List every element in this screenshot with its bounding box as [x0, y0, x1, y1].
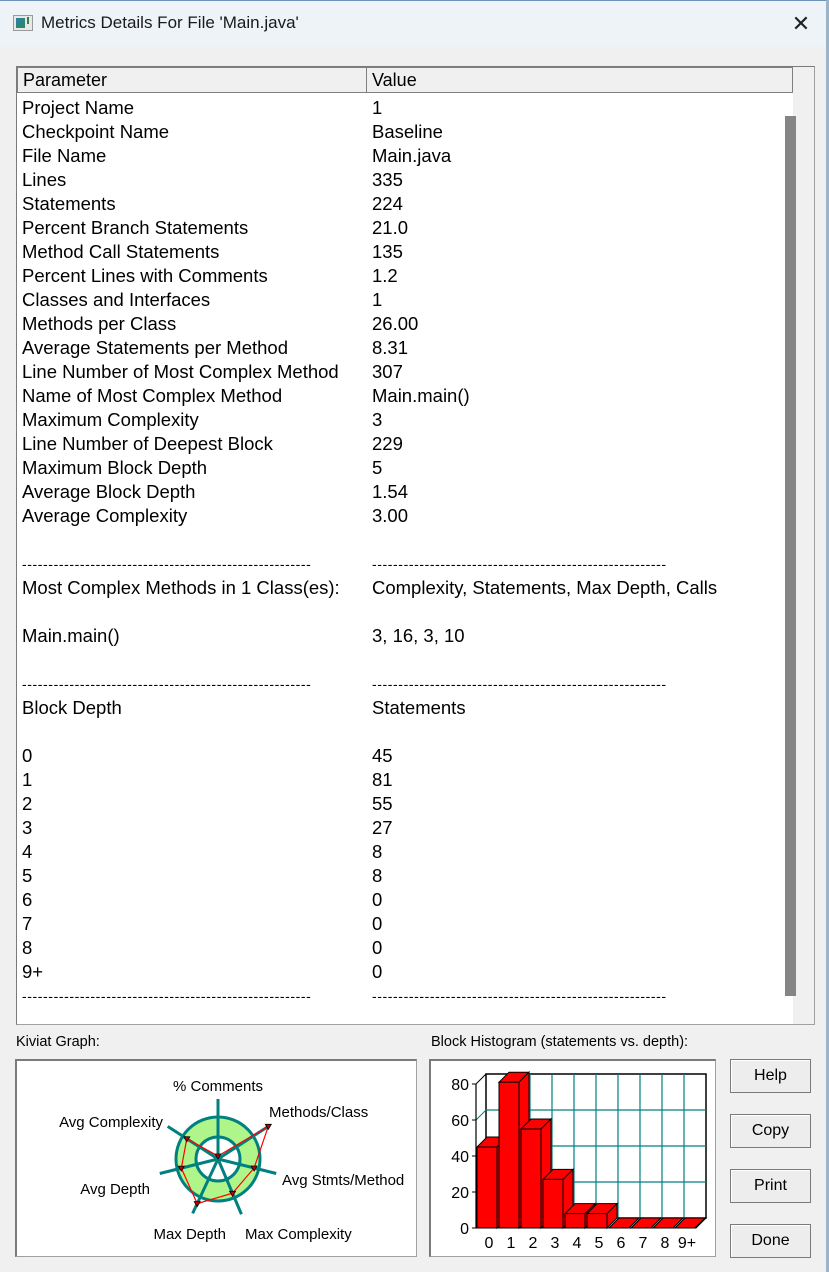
histogram-bar-front — [587, 1214, 607, 1228]
window-title: Metrics Details For File 'Main.java' — [41, 13, 299, 32]
histogram-panel — [429, 1059, 716, 1257]
table-row[interactable] — [17, 480, 793, 504]
kiviat-axis-label: Avg Stmts/Method — [282, 1172, 405, 1189]
histogram-y-tick-label: 80 — [451, 1077, 469, 1094]
table-row[interactable] — [17, 408, 793, 432]
table-row[interactable] — [17, 360, 793, 384]
kiviat-graph — [17, 1061, 415, 1255]
kiviat-axis-label: Avg Complexity — [59, 1114, 163, 1131]
value-cell: 5 — [372, 457, 383, 478]
table-row[interactable] — [17, 552, 793, 576]
value-cell: Baseline — [372, 121, 443, 142]
table-row[interactable] — [17, 456, 793, 480]
table-row[interactable] — [17, 720, 793, 744]
parameter-cell: Line Number of Deepest Block — [22, 433, 273, 454]
histogram-x-tick-label: 7 — [638, 1235, 648, 1252]
metrics-rows — [17, 96, 793, 1008]
table-row[interactable] — [17, 312, 793, 336]
table-row[interactable] — [17, 888, 793, 912]
value-cell: 45 — [372, 745, 393, 766]
table-row[interactable] — [17, 528, 793, 552]
table-row[interactable] — [17, 960, 793, 984]
parameter-cell: 4 — [22, 841, 33, 862]
histogram-label: Block Histogram (statements vs. depth): — [431, 1034, 689, 1050]
kiviat-axis-label: Max Complexity — [245, 1226, 352, 1243]
scrollbar-thumb[interactable] — [785, 116, 796, 996]
separator-line: ------------------------------------------------------- — [22, 556, 312, 572]
value-cell: 1 — [372, 97, 383, 118]
table-row[interactable] — [17, 864, 793, 888]
histogram-x-tick-label: 4 — [572, 1235, 582, 1252]
histogram-y-tick-label: 60 — [451, 1113, 469, 1130]
value-cell: 8 — [372, 841, 383, 862]
parameter-cell: Percent Lines with Comments — [22, 265, 268, 286]
separator-line: -------------------------------------------------------- — [372, 556, 667, 572]
histogram-x-tick-label: 9+ — [677, 1235, 697, 1252]
value-cell: Complexity, Statements, Max Depth, Calls — [372, 577, 718, 598]
header-filler — [793, 67, 814, 93]
value-cell: 0 — [372, 937, 383, 958]
table-row[interactable] — [17, 432, 793, 456]
kiviat-axis-label: Methods/Class — [269, 1104, 369, 1121]
parameter-cell: 9+ — [22, 961, 44, 982]
parameter-cell: Main.main() — [22, 625, 120, 646]
parameter-cell: 7 — [22, 913, 33, 934]
table-row[interactable] — [17, 816, 793, 840]
table-row[interactable] — [17, 120, 793, 144]
value-cell: 335 — [372, 169, 403, 190]
value-cell: 0 — [372, 889, 383, 910]
parameter-cell: Classes and Interfaces — [22, 289, 211, 310]
parameter-cell: 5 — [22, 865, 33, 886]
histogram-bar-front — [499, 1082, 519, 1228]
table-row[interactable] — [17, 840, 793, 864]
value-cell: 1 — [372, 289, 383, 310]
parameter-cell: Lines — [22, 169, 67, 190]
done-button[interactable]: Done — [730, 1224, 811, 1258]
histogram-side-gridline — [476, 1110, 486, 1120]
kiviat-axis-label: Avg Depth — [80, 1181, 150, 1198]
table-row[interactable] — [17, 144, 793, 168]
value-cell: Main.main() — [372, 385, 470, 406]
table-row[interactable] — [17, 792, 793, 816]
value-cell: 26.00 — [372, 313, 419, 334]
value-cell: 8 — [372, 865, 383, 886]
column-header-value[interactable]: Value — [366, 67, 793, 93]
histogram-x-tick-label: 0 — [484, 1235, 494, 1252]
value-cell: 1.54 — [372, 481, 409, 502]
table-row[interactable] — [17, 264, 793, 288]
kiviat-axis-label: Max Depth — [153, 1226, 226, 1243]
parameter-cell: Project Name — [22, 97, 135, 118]
value-cell: Main.java — [372, 145, 452, 166]
value-cell: 3 — [372, 409, 383, 430]
table-row[interactable] — [17, 168, 793, 192]
table-row[interactable] — [17, 672, 793, 696]
title-bar — [0, 0, 829, 47]
vertical-scrollbar[interactable] — [793, 93, 814, 1024]
value-cell: 307 — [372, 361, 403, 382]
block-histogram — [431, 1061, 714, 1255]
parameter-cell: 3 — [22, 817, 33, 838]
histogram-x-tick-label: 3 — [550, 1235, 560, 1252]
parameter-cell: Average Block Depth — [22, 481, 196, 502]
value-cell: 135 — [372, 241, 403, 262]
metrics-list[interactable] — [16, 66, 815, 1025]
column-header-parameter[interactable]: Parameter — [17, 67, 367, 93]
kiviat-label: Kiviat Graph: — [16, 1034, 100, 1050]
parameter-cell: Maximum Complexity — [22, 409, 199, 430]
parameter-cell: File Name — [22, 145, 107, 166]
value-cell: 224 — [372, 193, 403, 214]
value-cell: 3.00 — [372, 505, 409, 526]
table-row[interactable] — [17, 216, 793, 240]
value-cell: 0 — [372, 913, 383, 934]
parameter-cell: Method Call Statements — [22, 241, 220, 262]
value-cell: 0 — [372, 961, 383, 982]
histogram-bar-front — [477, 1147, 497, 1228]
parameter-cell: 1 — [22, 769, 33, 790]
parameter-cell: Block Depth — [22, 697, 122, 718]
table-row[interactable] — [17, 624, 793, 648]
kiviat-panel — [15, 1059, 417, 1257]
parameter-cell: 8 — [22, 937, 33, 958]
histogram-x-tick-label: 8 — [660, 1235, 670, 1252]
separator-line: ------------------------------------------------------- — [22, 676, 312, 692]
separator-line: -------------------------------------------------------- — [372, 676, 667, 692]
table-row[interactable] — [17, 240, 793, 264]
histogram-x-tick-label: 1 — [506, 1235, 516, 1252]
parameter-cell: Methods per Class — [22, 313, 177, 334]
app-window-icon — [13, 15, 33, 31]
parameter-cell: Maximum Block Depth — [22, 457, 208, 478]
table-row[interactable] — [17, 192, 793, 216]
copy-button[interactable]: Copy — [730, 1114, 811, 1148]
histogram-y-tick-label: 0 — [460, 1221, 469, 1238]
table-row[interactable] — [17, 696, 793, 720]
table-row[interactable] — [17, 648, 793, 672]
parameter-cell: Statements — [22, 193, 116, 214]
histogram-x-tick-label: 5 — [594, 1235, 604, 1252]
close-button[interactable]: ✕ — [791, 11, 811, 36]
table-row[interactable] — [17, 576, 793, 600]
value-cell: 1.2 — [372, 265, 398, 286]
histogram-bar-front — [543, 1179, 563, 1228]
value-cell: 8.31 — [372, 337, 409, 358]
table-row[interactable] — [17, 96, 793, 120]
histogram-x-tick-label: 2 — [528, 1235, 538, 1252]
histogram-y-tick-label: 40 — [451, 1149, 469, 1166]
table-row[interactable] — [17, 504, 793, 528]
parameter-cell: Checkpoint Name — [22, 121, 170, 142]
parameter-cell: Line Number of Most Complex Method — [22, 361, 339, 382]
table-row[interactable] — [17, 600, 793, 624]
table-row[interactable] — [17, 912, 793, 936]
parameter-cell: 2 — [22, 793, 33, 814]
table-row[interactable] — [17, 984, 793, 1008]
kiviat-axis-label: % Comments — [172, 1078, 264, 1095]
histogram-y-tick-label: 20 — [451, 1185, 469, 1202]
value-cell: 55 — [372, 793, 393, 814]
parameter-cell: Average Statements per Method — [22, 337, 289, 358]
table-row[interactable] — [17, 336, 793, 360]
histogram-bar-front — [565, 1214, 585, 1228]
value-cell: 27 — [372, 817, 393, 838]
value-cell: Statements — [372, 697, 466, 718]
value-cell: 81 — [372, 769, 393, 790]
value-cell: 229 — [372, 433, 403, 454]
help-button[interactable]: Help — [730, 1059, 811, 1093]
table-row[interactable] — [17, 384, 793, 408]
separator-line: ------------------------------------------------------- — [22, 988, 312, 1004]
parameter-cell: Percent Branch Statements — [22, 217, 249, 238]
parameter-cell: 6 — [22, 889, 33, 910]
histogram-bar-front — [521, 1129, 541, 1228]
table-row[interactable] — [17, 744, 793, 768]
table-row[interactable] — [17, 288, 793, 312]
value-cell: 21.0 — [372, 217, 409, 238]
print-button[interactable]: Print — [730, 1169, 811, 1203]
histogram-x-tick-label: 6 — [616, 1235, 626, 1252]
parameter-cell: Name of Most Complex Method — [22, 385, 283, 406]
parameter-cell: 0 — [22, 745, 33, 766]
parameter-cell: Average Complexity — [22, 505, 188, 526]
separator-line: -------------------------------------------------------- — [372, 988, 667, 1004]
value-cell: 3, 16, 3, 10 — [372, 625, 465, 646]
histogram-side-gridline — [476, 1074, 486, 1084]
parameter-cell: Most Complex Methods in 1 Class(es): — [22, 577, 340, 598]
table-row[interactable] — [17, 768, 793, 792]
table-row[interactable] — [17, 936, 793, 960]
